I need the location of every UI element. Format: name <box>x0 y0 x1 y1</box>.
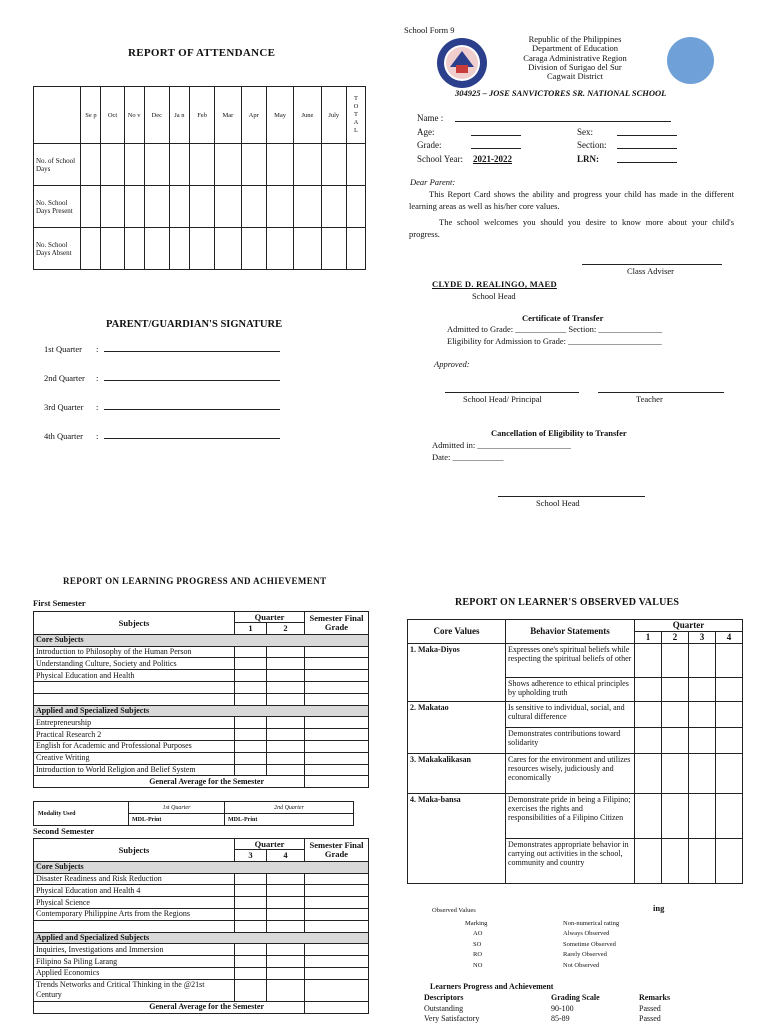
attendance-title: REPORT OF ATTENDANCE <box>128 47 276 59</box>
subject-name <box>34 681 235 693</box>
letter-paragraph-2: The school welcomes you should you desire to know more about your child's progress. <box>409 217 734 239</box>
final-grade-header: Semester Final Grade <box>305 839 369 862</box>
modality-quarter: 1st Quarter <box>129 802 225 814</box>
marking-desc: Not Observed <box>563 961 600 969</box>
subject-name: Physical Education and Health 4 <box>34 885 235 897</box>
progress-title: REPORT ON LEARNING PROGRESS AND ACHIEVEMENT <box>63 576 327 586</box>
quarter-header: Quarter <box>235 839 305 850</box>
subject-name: Applied Economics <box>34 967 235 979</box>
header-line: Department of Education <box>532 43 618 54</box>
grade-field[interactable] <box>471 139 521 149</box>
marking-legend <box>465 919 619 971</box>
subject-name: Entrepreneurship <box>34 717 235 729</box>
quarter-number: 1 <box>235 623 267 635</box>
quarter-number: 2 <box>267 623 305 635</box>
adviser-signature-line[interactable] <box>582 264 722 265</box>
letter-greeting: Dear Parent: <box>410 177 456 187</box>
month-header: May <box>266 87 293 144</box>
sex-field[interactable] <box>617 126 677 136</box>
month-header: Se p <box>81 87 101 144</box>
first-semester-label: First Semester <box>33 598 86 608</box>
attendance-table <box>33 86 366 270</box>
month-header: Oct <box>101 87 124 144</box>
subject-name <box>34 693 235 705</box>
marking-code: RO <box>473 951 483 959</box>
age-label: Age: <box>417 126 435 137</box>
teacher-label: Teacher <box>636 394 663 404</box>
marking-desc: Rarely Observed <box>563 951 607 959</box>
subject-name: Introduction to World Religion and Belief System <box>34 764 235 776</box>
descriptor: Very Satisfactory <box>424 1014 480 1023</box>
core-value: 4. Maka-bansa <box>408 794 506 884</box>
transfer-admitted: Admitted to Grade: ____________ Section: _______________ <box>447 324 663 334</box>
header-lines <box>510 35 640 81</box>
school-head-title: School Head <box>472 291 516 301</box>
legend-fragment: ing <box>653 903 665 913</box>
subject-name: Physical Education and Health <box>34 670 235 682</box>
remarks-header: Remarks <box>639 993 671 1002</box>
letter-paragraph-1: This Report Card shows the ability and progress your child has made in the different learning areas as well as his/her core values. <box>409 189 734 211</box>
quarter-label: 1st Quarter <box>44 344 83 354</box>
adviser-label: Class Adviser <box>627 266 674 276</box>
modality-table <box>33 801 354 826</box>
modality-label: Modality Used <box>34 802 129 826</box>
quarter-label: 4th Quarter <box>44 431 83 441</box>
modality-value: MDL-Print <box>129 814 225 826</box>
remark: Passed <box>639 1003 661 1013</box>
values-table <box>407 619 743 884</box>
quarter-number: 1 <box>635 632 662 644</box>
subjects-header: Subjects <box>34 612 235 635</box>
quarter-label: 3rd Quarter <box>44 402 84 412</box>
lpa-legend <box>424 993 670 1025</box>
section-label: Section: <box>577 140 607 150</box>
grading-scale: 85-89 <box>551 1014 570 1023</box>
month-header: July <box>321 87 346 144</box>
month-header: No v <box>124 87 144 144</box>
descriptors-header: Descriptors <box>424 993 464 1002</box>
marking-code: NO <box>473 961 483 969</box>
subject-name: Filipino Sa Piling Larang <box>34 956 235 968</box>
core-value: 2. Makatao <box>408 702 506 754</box>
transfer-title: Certificate of Transfer <box>522 313 604 323</box>
attendance-row-label: No. School Days Present <box>34 186 81 228</box>
modality-value: MDL-Print <box>225 814 354 826</box>
name-label: Name : <box>417 113 444 123</box>
observed-values-label: Observed Values <box>432 907 476 914</box>
deped-seal-icon <box>436 37 488 89</box>
lpa-title: Learners Progress and Achievement <box>430 982 554 991</box>
subject-name: Trends Networks and Critical Thinking in the @21st Century <box>34 979 235 1001</box>
behavior-statement: Expresses one's spiritual beliefs while respecting the spiritual beliefs of other <box>506 644 635 678</box>
behavior-header: Behavior Statements <box>506 620 635 644</box>
subject-name: Contemporary Philippine Arts from the Regions <box>34 908 235 920</box>
second-semester-label: Second Semester <box>33 826 95 836</box>
quarter-header: Quarter <box>235 612 305 623</box>
group-label: Applied and Specialized Subjects <box>34 705 369 717</box>
subject-name: Practical Research 2 <box>34 729 235 741</box>
subject-name: Physical Science <box>34 897 235 909</box>
subjects-header: Subjects <box>34 839 235 862</box>
month-header: T O T A L <box>346 87 365 144</box>
cancel-signature-line[interactable] <box>498 496 645 497</box>
quarter-number: 4 <box>267 850 305 862</box>
signature-line[interactable] <box>104 438 280 439</box>
signature-line[interactable] <box>104 351 280 352</box>
first-semester-table <box>33 611 369 788</box>
cancel-title: Cancellation of Eligibility to Transfer <box>491 428 627 438</box>
marking-desc: Sometime Observed <box>563 940 616 948</box>
principal-label: School Head/ Principal <box>463 394 542 404</box>
marking-code: AO <box>473 930 483 938</box>
subject-name: English for Academic and Professional Purposes <box>34 740 235 752</box>
core-values-header: Core Values <box>408 620 506 644</box>
month-header: Dec <box>144 87 169 144</box>
subject-name: Understanding Culture, Society and Politics <box>34 658 235 670</box>
second-semester-table <box>33 838 369 1014</box>
descriptor: Outstanding <box>424 1003 464 1013</box>
behavior-statement: Cares for the environment and utilizes resources wisely, judiciously and economically <box>506 754 635 794</box>
month-header: Feb <box>189 87 214 144</box>
general-average-label: General Average for the Semester <box>34 1001 305 1013</box>
quarter-header: Quarter <box>635 620 743 632</box>
month-header: June <box>294 87 321 144</box>
parent-signature-lines: 1st Quarter : 2nd Quarter : 3rd Quarter : 4th Quarter : <box>44 344 284 460</box>
school-year-value: 2021-2022 <box>473 153 512 164</box>
signature-line[interactable] <box>104 380 280 381</box>
transfer-eligibility: Eligibility for Admission to Grade: ______________________ <box>447 336 662 346</box>
behavior-statement: Shows adherence to ethical principles by upholding truth <box>506 678 635 702</box>
attendance-row-label: No. School Days Absent <box>34 228 81 270</box>
core-value: 1. Maka-Diyos <box>408 644 506 702</box>
subject-name <box>34 920 235 932</box>
teacher-signature-line[interactable] <box>598 392 724 393</box>
header-line: Division of Surigao del Sur <box>528 61 622 72</box>
general-average-label: General Average for the Semester <box>34 776 305 788</box>
signature-line[interactable] <box>104 409 280 410</box>
group-label: Core Subjects <box>34 861 369 873</box>
quarter-number: 3 <box>235 850 267 862</box>
subject-name: Inquiries, Investigations and Immersion <box>34 944 235 956</box>
principal-signature-line[interactable] <box>445 392 579 393</box>
school-logo-icon <box>667 37 714 84</box>
behavior-statement: Demonstrate pride in being a Filipino; exercises the rights and responsibilities of a Filipino Citizen <box>506 794 635 839</box>
month-header: Ja n <box>169 87 189 144</box>
quarter-number: 3 <box>689 632 716 644</box>
section-field[interactable] <box>617 139 677 149</box>
school-head-name: CLYDE D. REALINGO, MAED <box>432 279 557 289</box>
marking-desc: Always Observed <box>563 930 610 938</box>
marking-code: SO <box>473 940 482 948</box>
rating-header: Non-numerical rating <box>563 920 620 927</box>
behavior-statement: Demonstrates appropriate behavior in carrying out activities in the school, community and country <box>506 839 635 884</box>
scale-header: Grading Scale <box>551 993 600 1002</box>
quarter-label: 2nd Quarter <box>44 373 85 383</box>
subject-name: Disaster Readiness and Risk Reduction <box>34 873 235 885</box>
subject-name: Introduction to Philosophy of the Human Person <box>34 646 235 658</box>
form-label: School Form 9 <box>404 25 455 35</box>
quarter-number: 2 <box>662 632 689 644</box>
approved-label: Approved: <box>434 359 470 369</box>
student-info <box>417 112 737 166</box>
name-field[interactable] <box>455 112 671 122</box>
group-label: Core Subjects <box>34 634 369 646</box>
cancel-date: Date: ____________ <box>432 452 504 462</box>
behavior-statement: Demonstrates contributions toward solidarity <box>506 728 635 754</box>
subject-name: Creative Writing <box>34 752 235 764</box>
core-value: 3. Makakalikasan <box>408 754 506 794</box>
sex-label: Sex: <box>577 126 594 137</box>
attendance-row-label: No. of School Days <box>34 144 81 186</box>
modality-quarter: 2nd Quarter <box>225 802 354 814</box>
header-line: Caraga Administrative Region <box>523 52 627 63</box>
lrn-field[interactable] <box>617 153 677 163</box>
group-label: Applied and Specialized Subjects <box>34 932 369 944</box>
quarter-number: 4 <box>716 632 743 644</box>
behavior-statement: Is sensitive to individual, social, and cultural difference <box>506 702 635 728</box>
school-year-label: School Year: <box>417 153 464 164</box>
final-grade-header: Semester Final Grade <box>305 612 369 635</box>
lrn-label: LRN: <box>577 153 599 164</box>
marking-header: Marking <box>465 920 488 927</box>
cancel-head-label: School Head <box>536 498 580 508</box>
header-line: Republic of the Philippines <box>528 34 622 44</box>
header-line: Cagwait District <box>547 71 603 82</box>
grade-label: Grade: <box>417 140 442 150</box>
parent-signature-title: PARENT/GUARDIAN'S SIGNATURE <box>106 319 283 330</box>
values-title: REPORT ON LEARNER'S OBSERVED VALUES <box>455 597 680 608</box>
grading-scale: 90-100 <box>551 1003 574 1013</box>
age-field[interactable] <box>471 126 521 136</box>
remark: Passed <box>639 1014 661 1023</box>
school-name: 304925 – JOSE SANVICTORES SR. NATIONAL SCHOOL <box>455 88 667 98</box>
month-header: Apr <box>241 87 266 144</box>
cancel-admitted: Admitted in: ______________________ <box>432 440 571 450</box>
month-header: Mar <box>215 87 241 144</box>
